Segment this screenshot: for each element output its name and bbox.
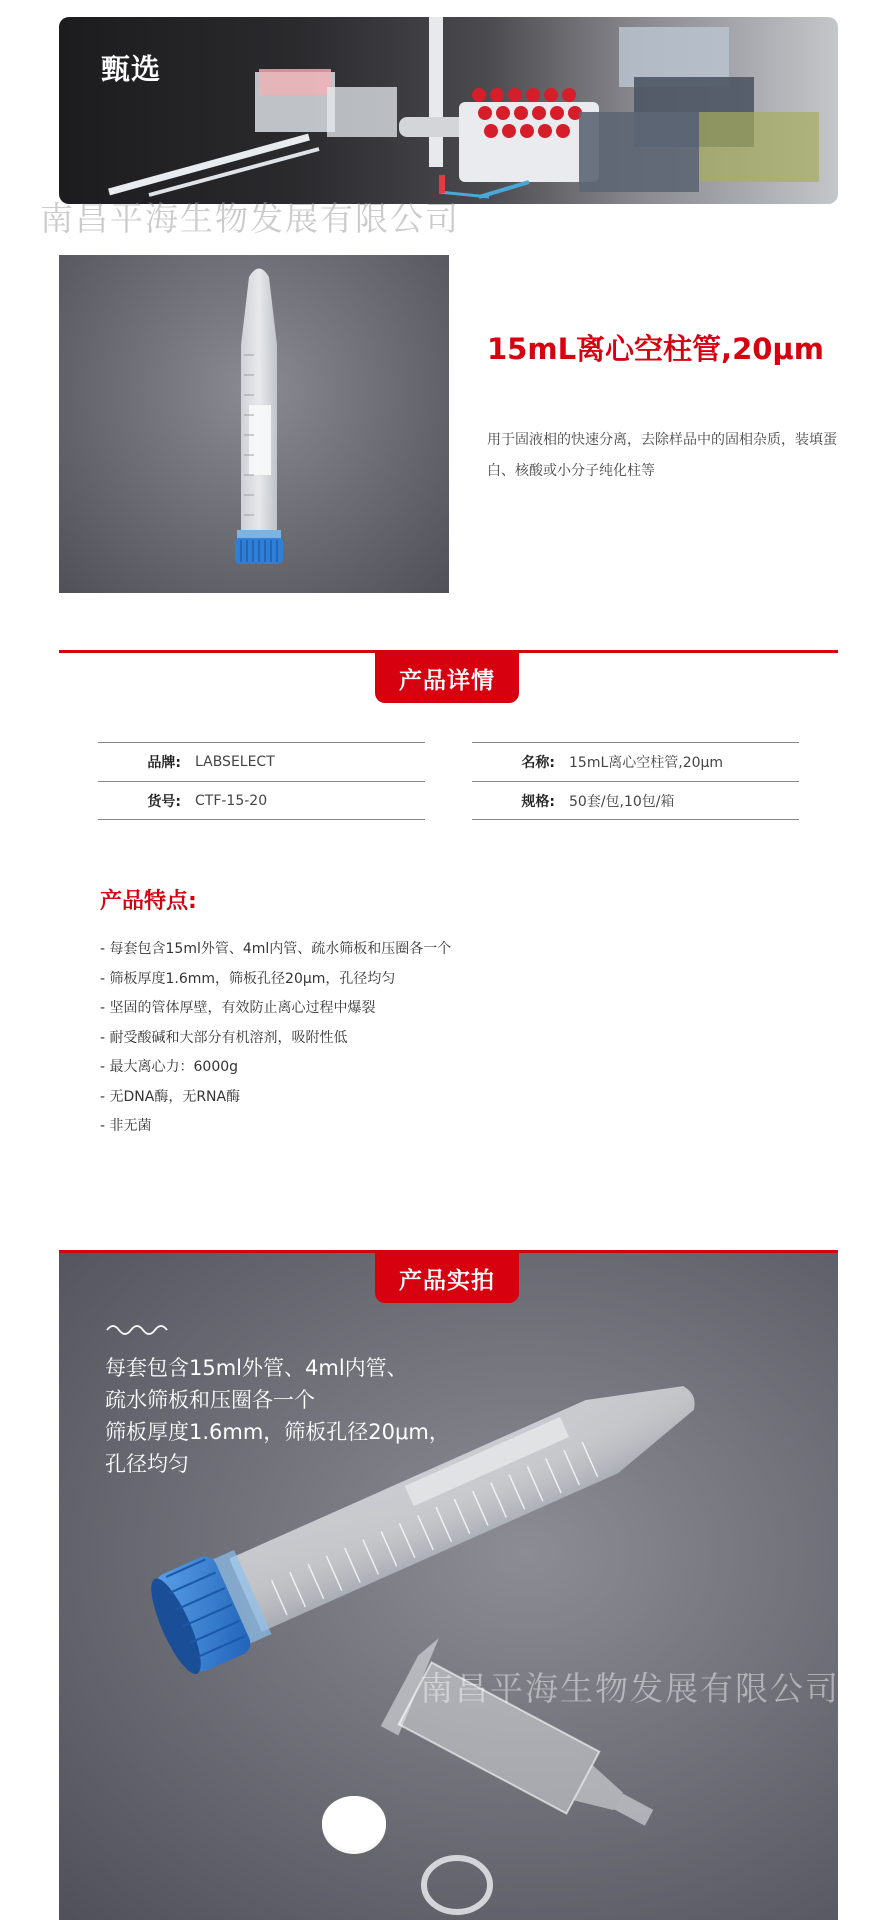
feature-item: - 耐受酸碱和大部分有机溶剂，吸附性低 [100,1029,348,1046]
features-list [100,935,451,1142]
feature-item: - 非无菌 [100,1118,152,1134]
spec-value: LABSELECT [195,754,275,770]
feature-item: - 无DNA酶，无RNA酶 [100,1088,241,1105]
features-title: 产品特点: [100,889,197,914]
spec-key: 名称: [521,755,555,771]
banner [59,17,838,204]
spec-value: 50套/包,10包/箱 [569,793,675,810]
spec-key: 品牌: [147,755,181,771]
spec-row-spec [472,781,799,820]
spec-value: CTF-15-20 [195,792,268,809]
feature-item: - 最大离心力：6000g [100,1059,239,1075]
spec-row-item-number [98,781,425,820]
spec-table-left [98,742,425,820]
banner-title: 甄选 [101,52,162,86]
product-shot-panel [59,1253,838,1920]
watermark-top: 南昌平海生物发展有限公司 [40,199,460,238]
product-name: 15mL离心空柱管,20μm [487,332,824,366]
feature-item: - 每套包含15ml外管、4ml内管、疏水筛板和压圈各一个 [100,941,452,957]
caption-line: 每套包含15ml外管、4ml内管、 [105,1356,408,1380]
spec-value: 15mL离心空柱管,20μm [569,755,724,771]
spec-row-name [472,742,799,781]
spec-table-right [472,742,799,820]
product-photo [59,255,449,593]
spec-key: 规格: [521,793,555,810]
product-shot-caption [105,1352,450,1480]
caption-line: 孔径均匀 [105,1452,189,1476]
spec-key: 货号: [147,793,181,810]
squiggle-decoration [105,1321,175,1335]
photo-section-title: 产品实拍 [375,1253,519,1303]
feature-item: - 筛板厚度1.6mm，筛板孔径20μm，孔径均匀 [100,970,396,987]
caption-line: 疏水筛板和压圈各一个 [105,1388,315,1412]
details-section-title: 产品详情 [375,653,519,703]
centrifuge-tube-illustration [59,255,449,593]
spec-row-brand [98,742,425,781]
product-description: 用于固液相的快速分离，去除样品中的固相杂质，装填蛋白、核酸或小分子纯化柱等 [487,432,837,479]
watermark-bottom: 南昌平海生物发展有限公司 [420,1669,840,1708]
feature-item: - 坚固的管体厚壁，有效防止离心过程中爆裂 [100,1000,376,1016]
lab-products-illustration [59,17,838,204]
caption-line: 筛板厚度1.6mm，筛板孔径20μm， [105,1420,450,1444]
